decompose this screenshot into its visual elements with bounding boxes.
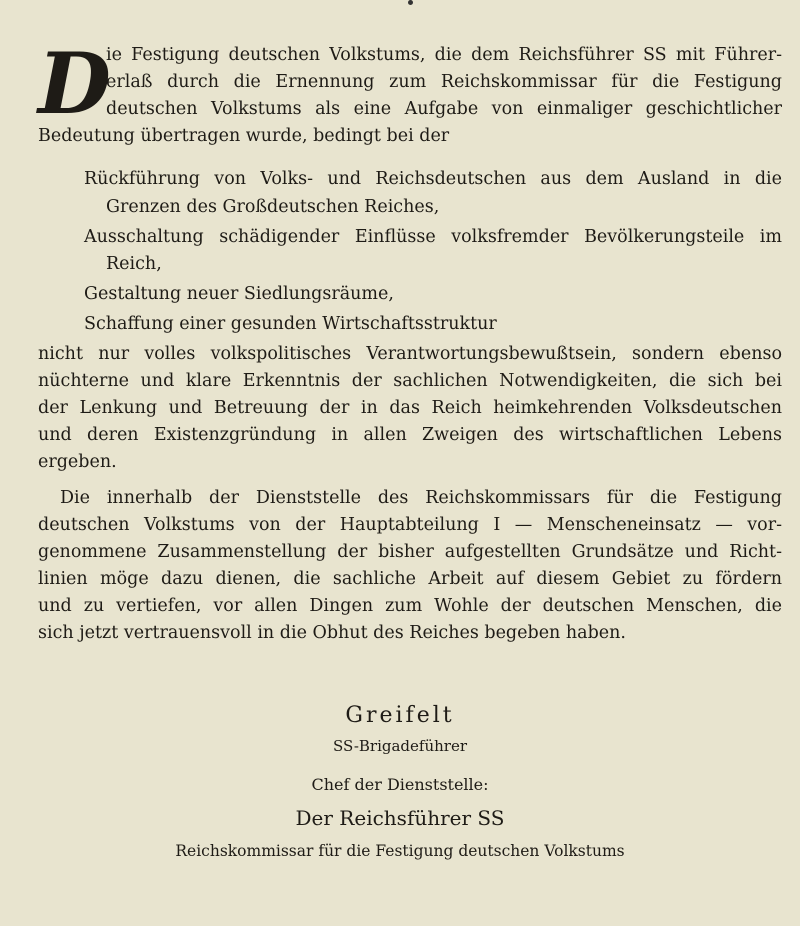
office-label: Chef der Dienststelle: bbox=[311, 775, 489, 794]
paragraph-line: ergeben. bbox=[38, 452, 117, 472]
list-item-continuation: Reich, bbox=[106, 254, 162, 274]
list-item: Gestaltung neuer Siedlungsräume, bbox=[84, 284, 394, 304]
page-mark bbox=[408, 0, 413, 5]
superior-office: Reichskommissar für die Festigung deutschen Volkstums bbox=[175, 842, 625, 860]
list-item-continuation: Grenzen des Großdeutschen Reiches, bbox=[106, 197, 440, 217]
signatory-name: Greifelt bbox=[345, 703, 455, 728]
drop-cap: D bbox=[38, 34, 111, 133]
paragraph-line: und deren Existenzgründung in allen Zweigen des wirtschaftlichen Lebens bbox=[38, 425, 782, 445]
paragraph-line: deutschen Volkstums von der Hauptabteilung I — Menscheneinsatz — vor- bbox=[38, 515, 782, 535]
list-item: Rückführung von Volks- und Reichsdeutschen aus dem Ausland in die bbox=[84, 169, 782, 189]
paragraph-line: genommene Zusammenstellung der bisher aufgestellten Grundsätze und Richt- bbox=[38, 542, 782, 562]
paragraph-line: nicht nur volles volkspolitisches Verantwortungsbewußtsein, sondern ebenso bbox=[38, 344, 782, 364]
paragraph-line: nüchterne und klare Erkenntnis der sachlichen Notwendigkeiten, die sich bei bbox=[38, 371, 782, 391]
paragraph-line: Die innerhalb der Dienststelle des Reichskommissars für die Festigung bbox=[60, 488, 782, 508]
paragraph-line: sich jetzt vertrauensvoll in die Obhut des Reiches begeben haben. bbox=[38, 623, 626, 643]
paragraph-line: und zu vertiefen, vor allen Dingen zum Wohle der deutschen Menschen, die bbox=[38, 596, 782, 616]
signatory-rank: SS-Brigadeführer bbox=[332, 737, 467, 755]
intro-line: deutschen Volkstums als eine Aufgabe von einmaliger geschichtlicher bbox=[106, 99, 782, 119]
intro-line: Bedeutung übertragen wurde, bedingt bei der bbox=[38, 126, 450, 146]
intro-line: ie Festigung deutschen Volkstums, die dem Reichsführer SS mit Führer- bbox=[106, 45, 782, 65]
paragraph-line: der Lenkung und Betreuung der in das Reich heimkehrenden Volksdeutschen bbox=[38, 398, 782, 418]
intro-line: erlaß durch die Ernennung zum Reichskommissar für die Festigung bbox=[106, 72, 782, 92]
superior-title: Der Reichsführer SS bbox=[295, 806, 505, 830]
paragraph-line: linien möge dazu dienen, die sachliche Arbeit auf diesem Gebiet zu fördern bbox=[38, 569, 782, 589]
list-item: Ausschaltung schädigender Einflüsse volksfremder Bevölkerungsteile im bbox=[84, 227, 782, 247]
list-item: Schaffung einer gesunden Wirtschaftsstruktur bbox=[84, 314, 497, 334]
